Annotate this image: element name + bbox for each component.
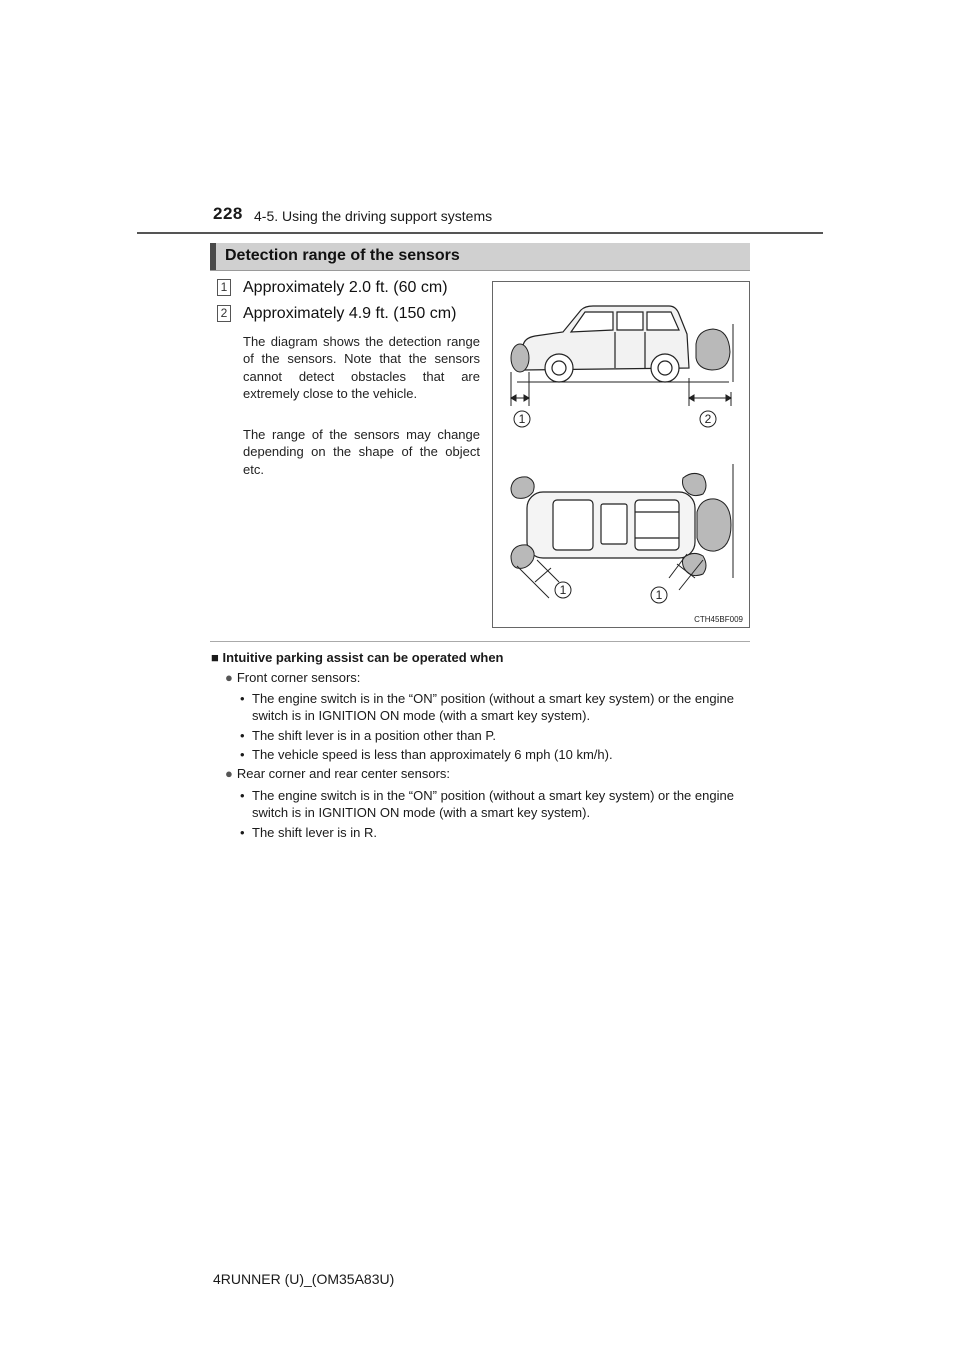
condition-group-label: ● Rear corner and rear center sensors: xyxy=(225,766,451,781)
condition-item: • The vehicle speed is less than approximately 6 mph (10 km/h). xyxy=(240,747,613,762)
condition-group-label: ● Front corner sensors: xyxy=(225,670,361,685)
front-left-sensor-range xyxy=(511,477,534,498)
condition-item: • The engine switch is in the “ON” position (without a smart key system) or the engine switch is in IGNITION ON mode (with a smart key system). xyxy=(240,691,734,723)
callout-label: 1 xyxy=(559,583,567,597)
bullet-icon: ● xyxy=(225,766,233,781)
item-text: Approximately 2.0 ft. (60 cm) xyxy=(243,279,448,296)
sub-bullet-icon: • xyxy=(240,691,245,706)
condition-item: • The shift lever is in R. xyxy=(240,825,377,840)
front-sensor-range xyxy=(511,344,529,372)
dimension-lines-top xyxy=(517,554,703,598)
item-number-badge: 1 xyxy=(217,279,231,296)
description-paragraph: The range of the sensors may change depending on the shape of the object etc. xyxy=(243,427,480,477)
rear-sensor-range xyxy=(696,329,730,370)
sub-bullet-icon: • xyxy=(240,728,245,743)
vehicle-side-view xyxy=(523,306,689,382)
conditions-heading xyxy=(211,650,504,665)
square-marker-icon: ■ xyxy=(211,650,219,665)
condition-item: • The engine switch is in the “ON” position (without a smart key system) or the engine switch is in IGNITION ON mode (with a smart key system). xyxy=(240,788,734,820)
item-number-badge: 2 xyxy=(217,305,231,322)
sensor-range-diagram xyxy=(492,281,750,628)
item-text: Approximately 4.9 ft. (150 cm) xyxy=(243,305,457,322)
sub-bullet-icon: • xyxy=(240,747,245,762)
callout-label: 2 xyxy=(704,412,712,426)
heading-accent xyxy=(210,243,216,270)
sub-bullet-icon: • xyxy=(240,788,245,803)
page-number: 228 xyxy=(213,204,243,223)
condition-item: • The shift lever is in a position other than P. xyxy=(240,728,497,743)
diagram-illustration xyxy=(493,282,749,627)
header-divider xyxy=(137,232,823,234)
dimension-lines-side xyxy=(511,372,731,406)
front-right-sensor-range xyxy=(511,545,534,568)
vehicle-top-view xyxy=(527,492,695,558)
conditions-divider xyxy=(210,641,750,642)
section-title: 4-5. Using the driving support systems xyxy=(254,208,493,224)
diagram-code: CTH45BF009 xyxy=(694,615,743,624)
callout-label: 1 xyxy=(655,588,663,602)
conditions-heading-text: Intuitive parking assist can be operated when xyxy=(222,650,504,665)
section-heading-bar xyxy=(210,243,750,271)
callout-label: 1 xyxy=(518,412,526,426)
footer-model-code: 4RUNNER (U)_(OM35A83U) xyxy=(213,1271,395,1287)
bullet-icon: ● xyxy=(225,670,233,685)
description-paragraph: The diagram shows the detection range of the sensors. Note that the sensors cannot detect obstacles that are extremely close to the vehicle. xyxy=(243,334,480,401)
section-heading: Detection range of the sensors xyxy=(225,247,460,264)
rear-center-sensor-range xyxy=(697,499,731,551)
sub-bullet-icon: • xyxy=(240,825,245,840)
rear-left-sensor-range xyxy=(683,473,707,495)
rear-right-sensor-range xyxy=(683,553,707,575)
